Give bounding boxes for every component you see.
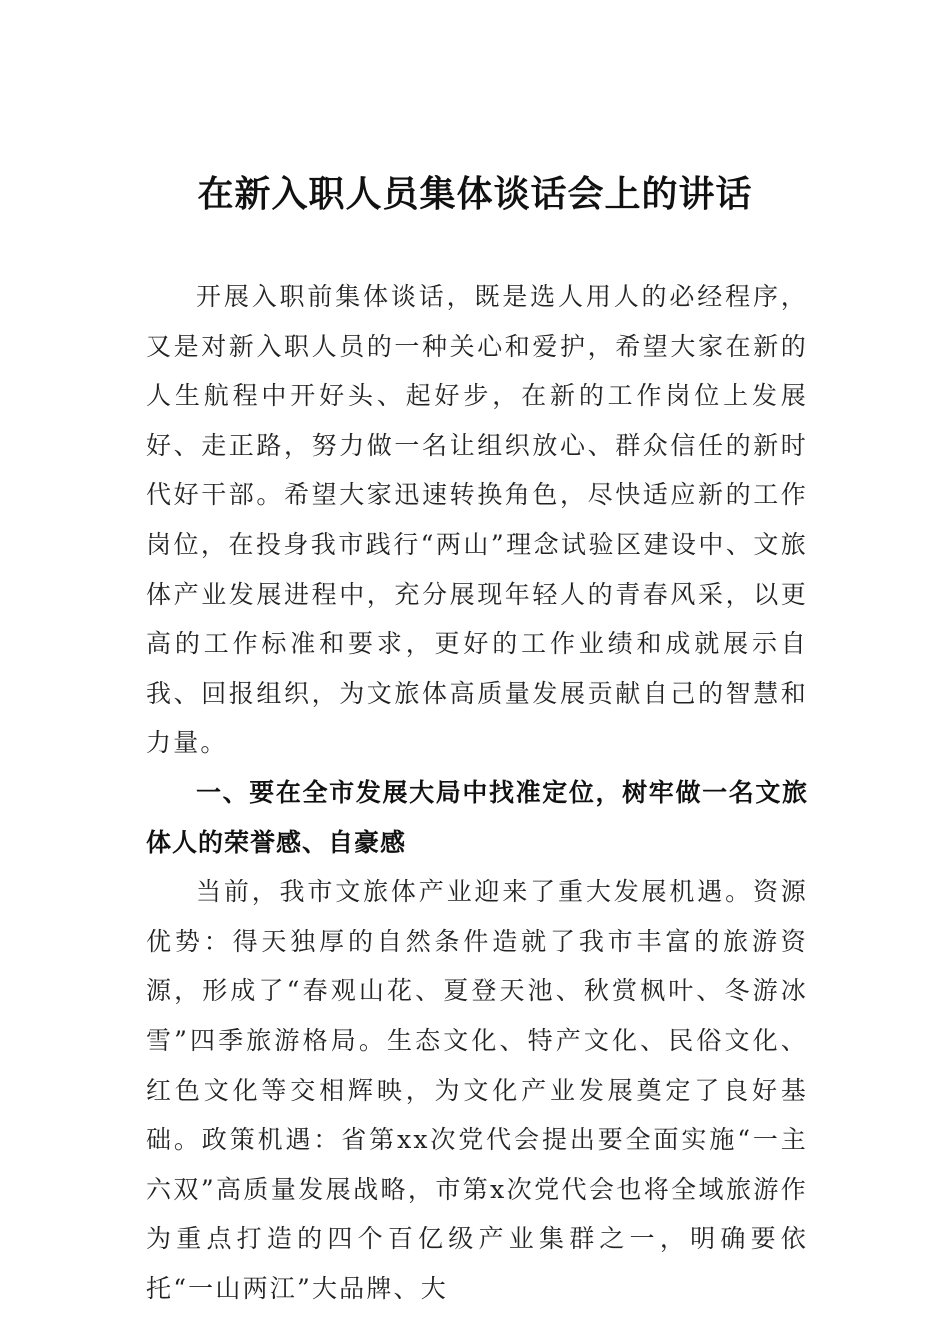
intro-paragraph: 开展入职前集体谈话，既是选人用人的必经程序，又是对新入职人员的一种关心和爱护，希望大家在新的人生航程中开好头、起好步，在新的工作岗位上发展好、走正路，努力做一名让组织放心、群众信任的新时代好干部。希望大家迅速转换角色，尽快适应新的工作岗位，在投身我市践行“两山”理念试验区建设中、文旅体产业发展进程中，充分展现年轻人的青春风采，以更高的工作标准和要求，更好的工作业绩和成就展示自我、回报组织，为文旅体高质量发展贡献自己的智慧和力量。 xyxy=(146,282,808,758)
document-title: 在新入职人员集体谈话会上的讲话 xyxy=(197,173,753,215)
document-body xyxy=(146,272,808,1313)
section-heading: 一、要在全市发展大局中找准定位，树牢做一名文旅体人的荣誉感、自豪感 xyxy=(146,777,808,857)
section-paragraph: 当前，我市文旅体产业迎来了重大发展机遇。资源优势：得天独厚的自然条件造就了我市丰富的旅游资源，形成了“春观山花、夏登天池、秋赏枫叶、冬游冰雪”四季旅游格局。生态文化、特产文化、民俗文化、红色文化等交相辉映，为文化产业发展奠定了良好基础。政策机遇：省第xx次党代会提出要全面实施“一主六双”高质量发展战略，市第x次党代会也将全域旅游作为重点打造的四个百亿级产业集群之一，明确要依托“一山两江”大品牌、大 xyxy=(146,877,808,1303)
